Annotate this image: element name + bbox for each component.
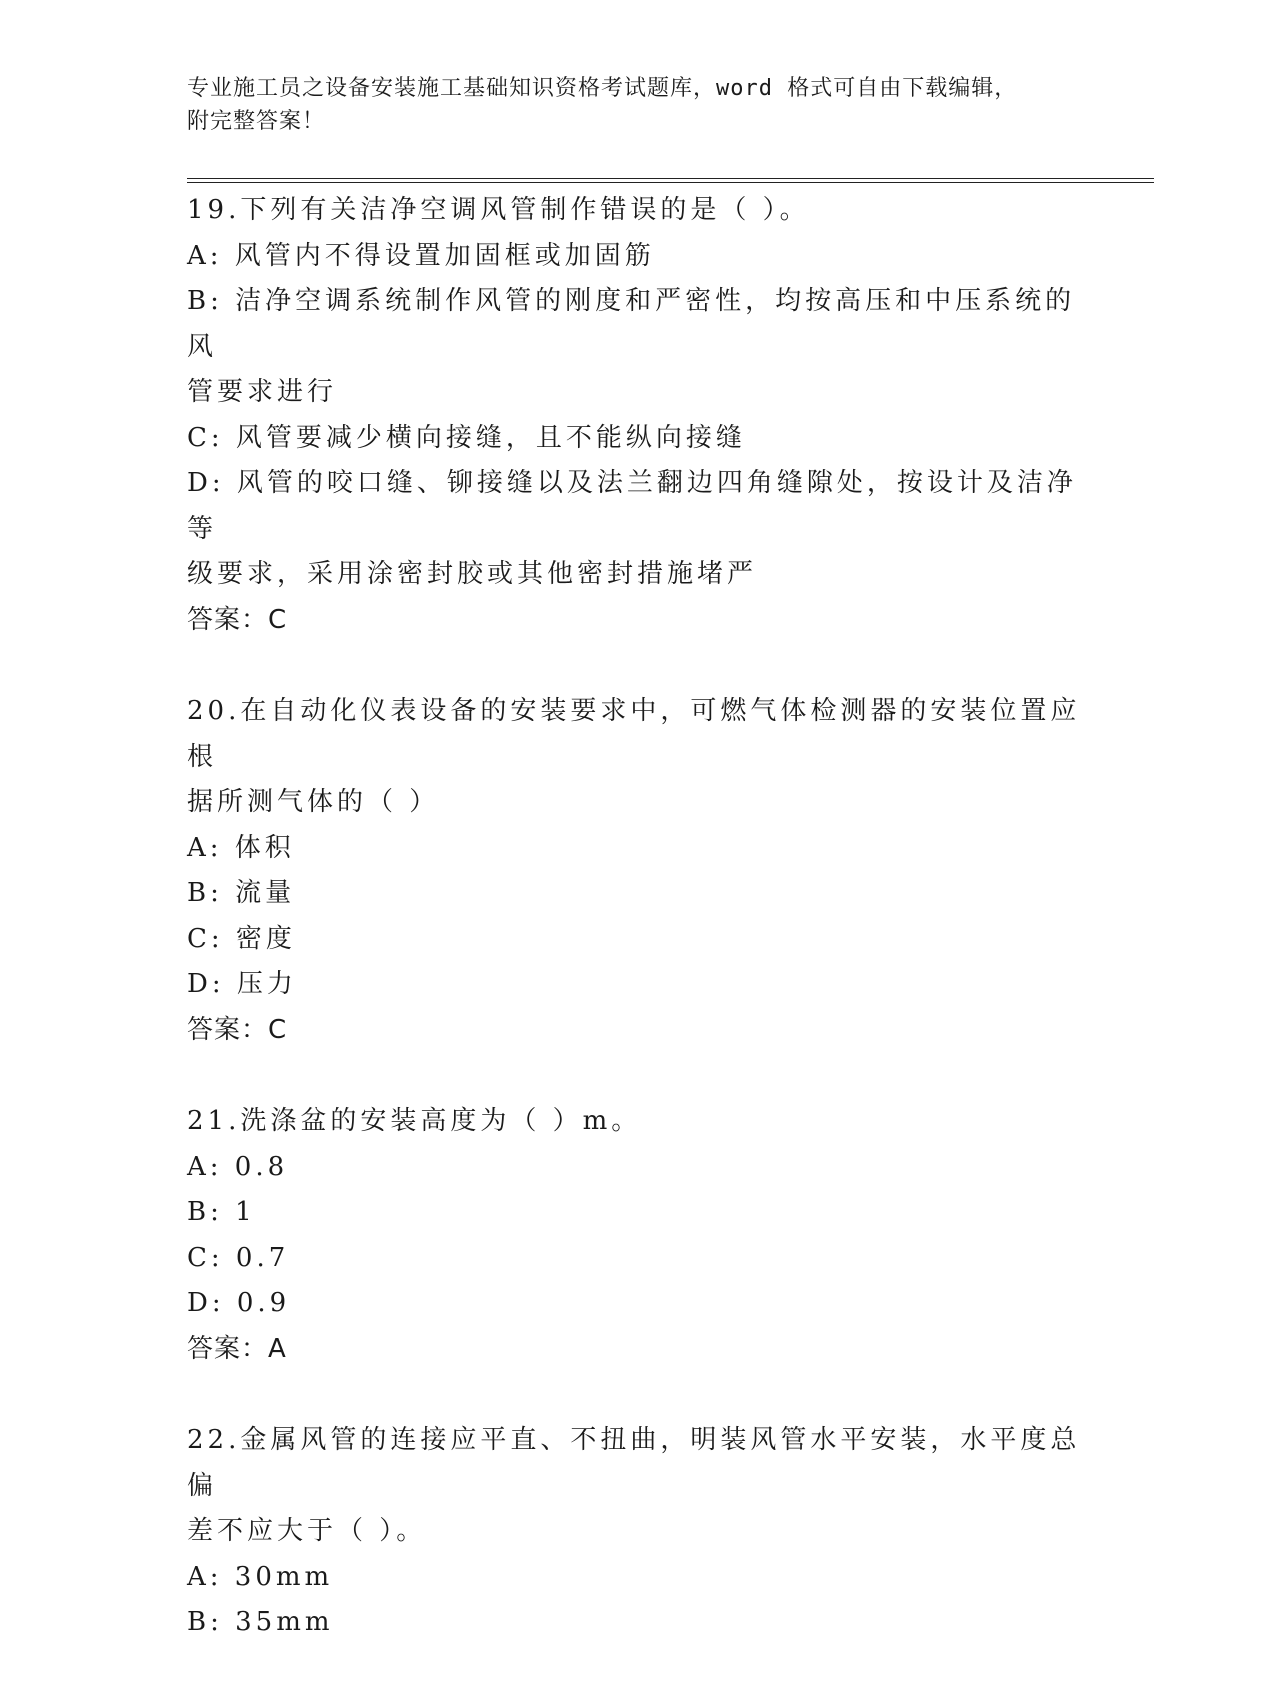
header-line-1: 专业施工员之设备安装施工基础知识资格考试题库，word 格式可自由下载编辑， [187,76,1018,101]
option-b: B: 洁净空调系统制作风管的刚度和严密性，均按高压和中压系统的风 [187,286,1076,362]
option-a: A: 0.8 [187,1151,289,1182]
question-20 [187,689,1087,1053]
question-stem: 22.金属风管的连接应平直、不扭曲，明装风管水平安装，水平度总偏 [187,1425,1081,1501]
option-a: A: 风管内不得设置加固框或加固筋 [187,240,655,271]
option-d-continued: 级要求，采用涂密封胶或其他密封措施堵严 [187,559,758,589]
option-c: C: 风管要减少横向接缝，且不能纵向接缝 [187,422,746,453]
option-d: D: 压力 [187,969,297,999]
question-stem: 21.洗涤盆的安装高度为（ ）m。 [187,1106,642,1136]
option-b-continued: 管要求进行 [187,377,338,407]
header-divider [187,178,1154,183]
option-d: D: 0.9 [187,1288,291,1318]
option-a: A: 30mm [187,1561,334,1592]
answer: 答案：C [187,604,288,635]
option-b: B: 1 [187,1197,256,1227]
option-b: B: 35mm [187,1607,334,1637]
question-stem: 19.下列有关洁净空调风管制作错误的是（ ）。 [187,195,810,225]
answer: 答案：A [187,1333,287,1364]
question-list [187,188,1087,1692]
option-a: A: 体积 [187,832,295,863]
question-stem: 20.在自动化仪表设备的安装要求中，可燃气体检测器的安装位置应根 [187,696,1081,772]
question-stem-continued: 差不应大于（ ）。 [187,1516,427,1546]
option-d: D: 风管的咬口缝、铆接缝以及法兰翻边四角缝隙处，按设计及洁净等 [187,468,1077,544]
option-c: C: 密度 [187,923,296,954]
question-22 [187,1418,1087,1646]
question-21 [187,1099,1087,1372]
question-stem-continued: 据所测气体的（ ） [187,787,440,817]
option-c: C: 0.7 [187,1242,290,1273]
question-19 [187,188,1087,643]
answer: 答案：C [187,1014,288,1045]
header-line-2: 附完整答案！ [187,109,326,134]
option-b: B: 流量 [187,878,296,908]
document-header [187,72,1087,138]
